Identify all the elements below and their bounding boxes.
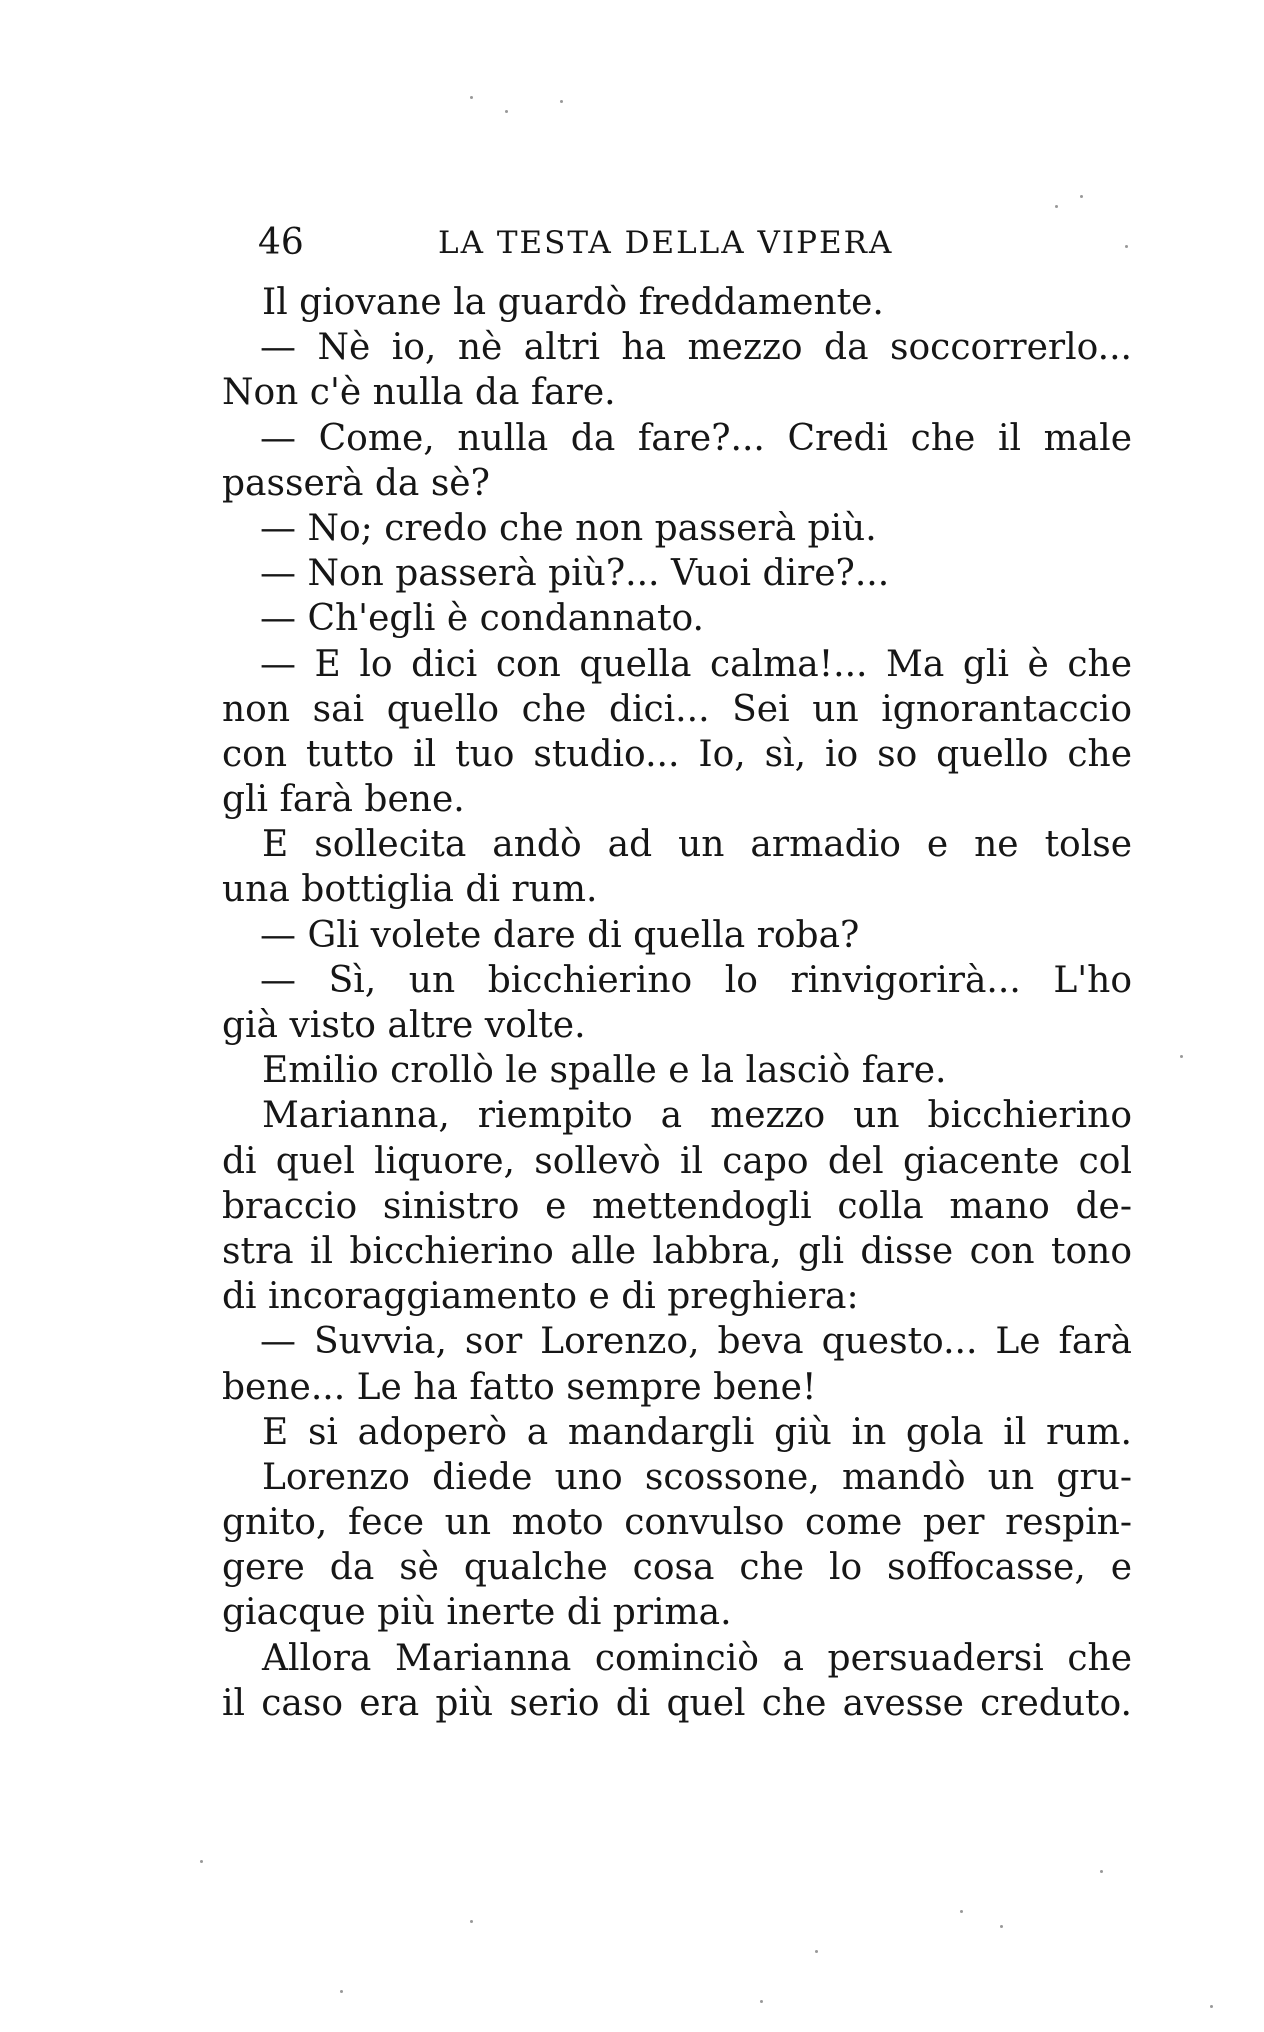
scan-speck bbox=[1000, 1925, 1003, 1928]
text-line: giacque più inerte di prima. bbox=[222, 1592, 732, 1634]
text-line: — Sì, un bicchierino lo rinvigorirà... L'ho bbox=[260, 959, 1132, 1001]
text-line: gnito, fece un moto convulso come per respin- bbox=[222, 1502, 1132, 1544]
scan-speck bbox=[1100, 1870, 1103, 1873]
scan-speck bbox=[815, 1950, 818, 1953]
text-line: una bottiglia di rum. bbox=[222, 869, 598, 911]
text-line: già visto altre volte. bbox=[222, 1005, 586, 1046]
scan-speck bbox=[960, 1910, 963, 1913]
scan-speck bbox=[1080, 195, 1083, 198]
text-line: — Ch'egli è condannato. bbox=[260, 598, 704, 640]
text-line: — No; credo che non passerà più. bbox=[260, 507, 877, 549]
text-line: — Non passerà più?... Vuoi dire?... bbox=[260, 553, 890, 595]
scan-speck bbox=[470, 96, 473, 99]
running-title: LA TESTA DELLA VIPERA bbox=[438, 225, 894, 261]
text-line: bene... Le ha fatto sempre bene! bbox=[222, 1366, 817, 1408]
scan-speck bbox=[560, 100, 563, 103]
text-line: Emilio crollò le spalle e la lasciò fare. bbox=[262, 1050, 947, 1092]
text-line: con tutto il tuo studio... Io, sì, io so quello che bbox=[222, 733, 1132, 775]
scan-speck bbox=[505, 110, 508, 113]
scan-speck bbox=[340, 1990, 343, 1993]
scan-speck bbox=[1210, 2005, 1213, 2008]
text-line: — Come, nulla da fare?... Credi che il male bbox=[260, 417, 1132, 459]
text-line: — E lo dici con quella calma!... Ma gli è che bbox=[260, 643, 1132, 685]
text-line: E sollecita andò ad un armadio e ne tolse bbox=[262, 824, 1132, 866]
text-line: gere da sè qualche cosa che lo soffocasse, e bbox=[222, 1547, 1132, 1589]
text-line: il caso era più serio di quel che avesse creduto. bbox=[222, 1682, 1132, 1724]
text-line: Non c'è nulla da fare. bbox=[222, 372, 616, 414]
text-line: — Suvvia, sor Lorenzo, beva questo... Le farà bbox=[260, 1321, 1132, 1363]
text-line: passerà da sè? bbox=[222, 462, 490, 504]
text-line: gli farà bene. bbox=[222, 779, 465, 821]
scan-speck bbox=[200, 1860, 203, 1863]
scan-speck bbox=[760, 2000, 763, 2003]
text-line: di incoraggiamento e di preghiera: bbox=[222, 1276, 859, 1318]
body-text bbox=[222, 280, 1132, 1726]
text-line: Allora Marianna cominciò a persuadersi che bbox=[262, 1637, 1132, 1679]
text-line: E si adoperò a mandargli giù in gola il rum. bbox=[262, 1411, 1132, 1453]
text-line: — Nè io, nè altri ha mezzo da soccorrerlo... bbox=[260, 327, 1132, 369]
scan-speck bbox=[1055, 205, 1058, 208]
text-line: Il giovane la guardò freddamente. bbox=[262, 282, 884, 323]
scan-speck bbox=[470, 1920, 473, 1923]
text-line: di quel liquore, sollevò il capo del giacente col bbox=[222, 1140, 1132, 1182]
scan-speck bbox=[1125, 245, 1128, 248]
page-header bbox=[258, 218, 1118, 268]
text-line: non sai quello che dici... Sei un ignorantaccio bbox=[222, 688, 1132, 730]
page-number: 46 bbox=[258, 222, 304, 263]
text-line: Marianna, riempito a mezzo un bicchierino bbox=[262, 1095, 1132, 1137]
text-line: stra il bicchierino alle labbra, gli disse con tono bbox=[222, 1230, 1132, 1272]
text-line: Lorenzo diede uno scossone, mandò un gru- bbox=[262, 1456, 1132, 1498]
text-line: braccio sinistro e mettendogli colla mano de- bbox=[222, 1185, 1132, 1227]
scan-speck bbox=[1180, 1055, 1183, 1058]
text-line: — Gli volete dare di quella roba? bbox=[260, 914, 860, 956]
